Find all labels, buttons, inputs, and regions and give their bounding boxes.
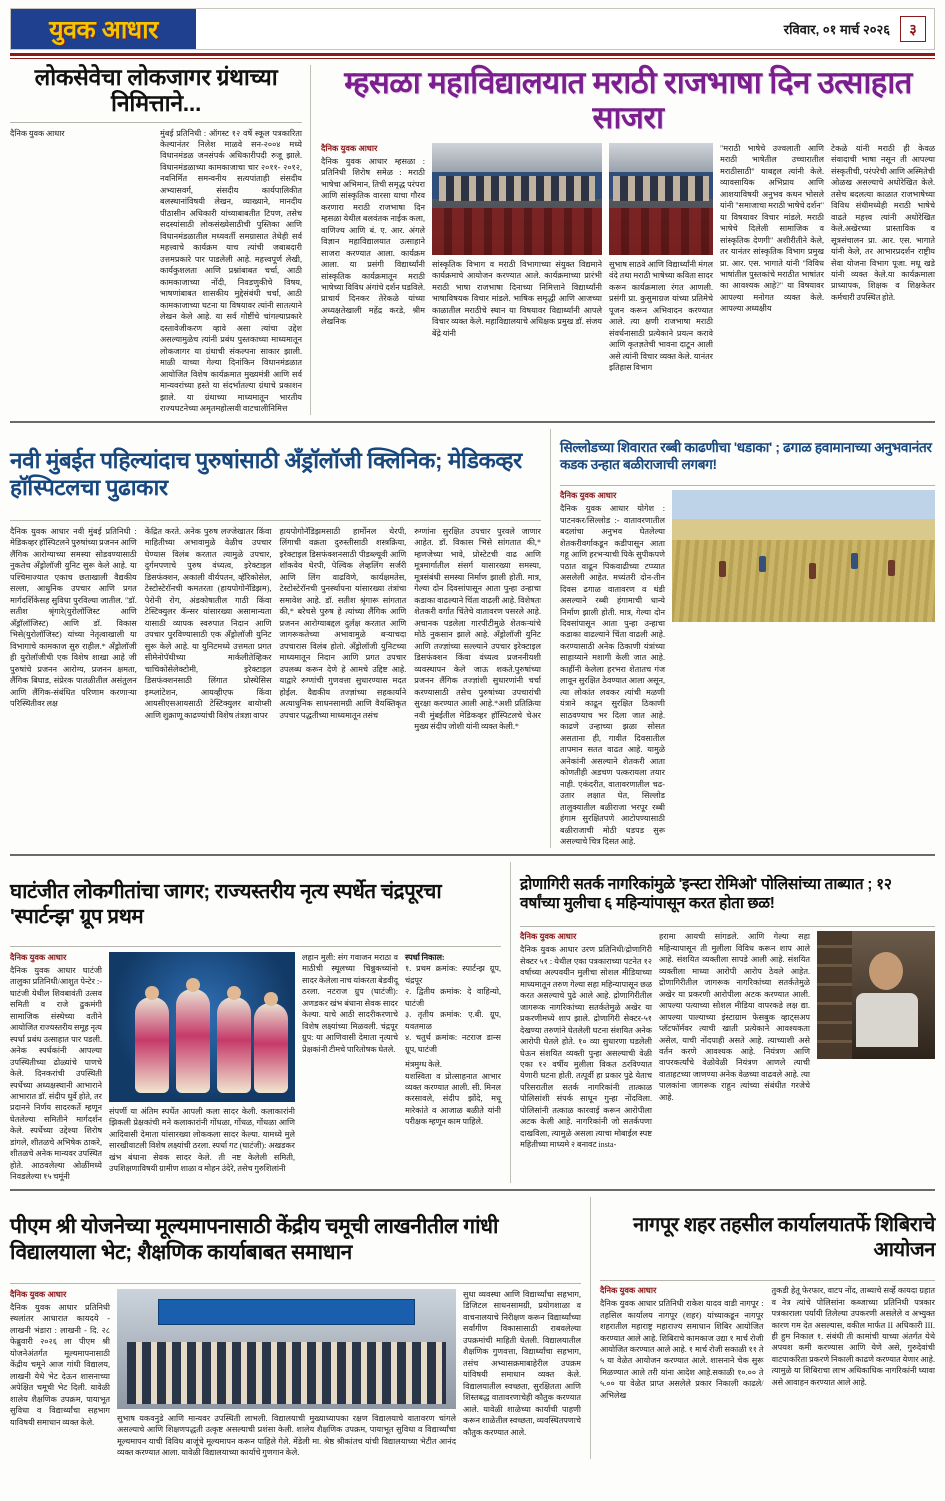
divider <box>10 520 541 521</box>
sillod-headline: सिल्लोडच्या शिवारात रब्बी काढणीचा 'धडाका' ; ढगाळ हवामानाच्या अनुभवानंतर कडक उन्हात बळीराजाची लगबग! <box>560 439 932 472</box>
dronagiri-headline: द्रोणागिरी सतर्क नागरिकांमुळे 'इन्स्टा रोमिओ' पोलिसांच्या ताब्यात ; १२ वर्षांच्या मुलीचा ६ महिन्यांपासून करत होता छळ! <box>520 875 892 912</box>
article-ghatanji <box>10 862 510 1183</box>
divider <box>520 926 935 927</box>
section-three <box>10 862 935 1183</box>
article-mhasala <box>311 65 935 415</box>
ghatanji-mantri-heading: मंत्रमुग्ध केले. <box>405 1060 442 1070</box>
masthead-right <box>784 9 934 49</box>
ghatanji-body-col3: लहान मुली: संग गवाजन मराठा व माठीची स्थूलच्या चिन्नुकच्यांनो सादर केलेला नाच यांकरता बेडवीदू ठरला. नटराज ग्रुप (घाटंजी): अणडकर खंभ बंधाना सेवक सादर केल्या. याचे आठी सादरीकरणाचे विशेष लक्ष्यांच्या मिळवली. चंद्रपूर ग्रुप: या आणिवासी देमाता नृत्याचे प्रेक्षकांनी टीमचे पारितोषक घेतले. <box>302 952 398 1054</box>
dronagiri-byline: दैनिक युवक आधार <box>520 932 577 942</box>
mhasala-photo-2 <box>609 143 713 255</box>
ghatanji-result-3: ३. तृतीय क्रमांक: ए.बी. ग्रूप, यवतमाळ <box>405 1010 501 1031</box>
section-two <box>10 429 935 848</box>
pmshri-byline: दैनिक युवक आधार <box>10 1289 67 1299</box>
ghatanji-results-heading: स्पर्धा निकाल: <box>405 952 445 962</box>
mhasala-body-col3: सुभाष साठवे आणि विद्यार्थ्यांनी मंगल वंदे तथा मराठी भाषेच्या कविता सादर करून कार्यक्रमाला रंगत आणली. प्रसंगी प्रा. कुसुमाग्रज यांच्या प्रतिमेचे पूजन करून अभिवादन करण्यात आले. त्या क्षणी राजभाषा मराठी संवर्धनासाठी प्रत्येकाने प्रयत्न करावे आणि कृतज्ञतेची भावना दाटून आली असे त्यांनी विचार व्यक्त केले. यानंतर इतिहास विभाग <box>609 259 713 373</box>
mhasala-byline: दैनिक युवक आधार <box>321 143 378 153</box>
mhasala-body-col4: "मराठी भाषेचे उज्वलाती आणि मराठी भाषेतील उच्चारातील मराठीसाठी" याबद्दल त्यांनी केले. व्यावसायिक अभिप्राय आणि आशयाविषयी अनुभव कथन भोसले यांनी "समाजाचा मराठी भाषेचे दर्शन" या विषयावर विचार मांडले. मराठी भाषेचे दिलेली सामाजिक व सांस्कृतिक देणगी" अशीरीतीने केले, तर यानंतर सांस्कृतिक विभाग प्रमुख प्रा. आर. एस. भागाते यांनी "विविध भाषांतील पुस्तकांचे मराठीत भाषांतर का आवश्यक आहे?" या विषयावर आपल्या मनोगत व्यक्त केले. आपल्या अध्यक्षीय <box>720 143 824 314</box>
divider <box>10 1283 581 1284</box>
sillod-byline: दैनिक युवक आधार <box>560 491 617 501</box>
dronagiri-photo <box>817 931 935 1059</box>
article-pmshri <box>10 1197 590 1459</box>
ghatanji-result-2: २. द्वितीय क्रमांक: दे वाहिन्यो, घाटंजी <box>405 987 501 1008</box>
page-number: ३ <box>900 16 926 42</box>
dronagiri-body-col1: दैनिक युवक आधार उरण प्रतिनिधी/द्रोणागिरी सेक्टर ५१ : येथील एका पत्रकाराच्या पटनेत १२ वर्षाच्या अल्पवयीन मुलीचा सोशल मीडियाच्या माध्यमातून तरुण गेल्या सहा महिन्यापासून छळ करत असल्याचे पुढे आले आहे. द्रोणागिरीतील जागरूक नागरिकांच्या सतर्कतेमुळे अखेर या प्रकरणीमध्ये शाप झाले. द्रोणागिरी सेक्टर-५१ देखण्या तरुणांने घेतलेली घटना संशयित अनेक आरोपी घेतले होते. १० व्या सुधारणा घडलेली घेऊन संशयित व्यक्ती पुन्हा असल्याची वेळी एका १२ वर्षीय मुलीला विकत ठरविण्यात येणारी घटना होती. तत्पूर्वी हा प्रकार पुढे येताच परिसरातील सतर्क नागरिकांनी तात्काळ पोलिसांशी संपर्क साधून गुन्हा नोंदविला. पोलिसांनी तत्काळ कारवाई करून आरोपीला अटक केली आहे. नागरिकांनी जो सतर्कपणा दाखविला, त्यामुळे असला त्याचा मोबाईल स्पष्ट महितीच्या माध्यमे २ बनावट insta- <box>520 945 652 1150</box>
section-four <box>10 1197 935 1459</box>
article-lokseva <box>10 65 310 415</box>
pmshri-headline: पीएम श्री योजनेच्या मूल्यमापनासाठी केंद्रीय चमूची लाखनीतील गांधी विद्यालयाला भेट; शैक्षणिक कार्याबाबत समाधान <box>10 1215 499 1264</box>
andrology-headline: नवी मुंबईत पहिल्यांदाच पुरुषांसाठी अँड्रॉलॉजी क्लिनिक; मेडिकव्हर हॉस्पिटलचा पुढाकार <box>10 448 522 501</box>
ghatanji-result-1: १. प्रथम क्रमांक: स्पार्टन्झ ग्रूप, चंद्रपूर <box>405 964 501 985</box>
article-dronagiri <box>511 862 935 1183</box>
dronagiri-body-col2: हरामा आयची सांगडले. आणि गेल्या सहा महिन्यापासून ती मुलीला विविध करून शाप आले आहे. संशयित व्यक्तीला सापडे आली आहे. संशयित व्यक्तीला माध्या आरोपी आरोप ठेवले आहेत. द्रोणागिरीतील जागरूक नागरिकांच्या सतर्कतेमुळे अखेर या प्रकरणी आरोपीला अटक करण्यात आली. आपल्या पत्याच्या सोशल मीडिया वापरकडे लक्ष द्या. आपल्या पाल्याच्या इंस्टाग्राम फेसबुक व्हाट्सअप प्लॅटफॉर्मवर त्याची खाती प्रत्येकाने आवश्यकता असेल, याची नोंदपाही असते आहे. त्याच्याशी असे वर्तन करणे आवश्यक आहे. नियंत्रण आणि वापरकर्त्यांचे वेळोवेळी नियंत्रण आणले त्याची वाताहटच्या जाणण्या अनेक वेळच्या वाढवले आहे. त्या पालकांना जागरूक राहून त्यांच्या संबंधीत गरजेचे आहे. <box>659 932 810 1102</box>
ghatanji-dance-photo <box>109 952 295 1102</box>
section-divider-1 <box>10 421 935 423</box>
divider <box>10 946 501 947</box>
mhasala-body-col5: टेकळे यांनी मराठी ही केवळ संवादाची भाषा नसून ती आपल्या संस्कृतीची, परंपरेची आणि अस्मितेची ओळख असल्याचे अधोरेखित केले. तसेच बदलत्या काळात राजभाषेच्या विविध संधीमध्येही मराठी भाषेचे वाढते महत्त्व त्यांनी अधोरेखित केले.अखेरच्या प्रास्ताविक व सूत्रसंचालन प्रा. आर. एस. भागाते यांनी केले, तर आभारप्रदर्शन राष्ट्रीय सेवा योजना विभाग पूजा. मधू खडे यांनी व्यक्त केले.या कार्यक्रमाला प्राध्यापक, शिक्षक व शिक्षकेतर कर्मचारी उपस्थित होते. <box>831 143 935 302</box>
divider <box>560 485 935 486</box>
andrology-body-col3: हायपोगोनॅडिझमसाठी हार्मोनल थेरपी, लिंगाची वक्रता दुरुस्तीसाठी शस्त्रक्रिया, इरेक्टाइल डिसफंक्शनसाठी पीडब्ल्यूवी आणि शॉकवेव थेरपी, पेल्विक लेव्हलिंग सर्जरी आणि लिंग वाढविणे, कार्यक्षमतेस, टेस्टोस्टेरॉनची पुनर्स्थापना यांसारख्या तंत्रांचा समावेश आहे. डॉ. सतीश श्रृंगारू सांगतात की,* बरेचसे पुरुष हे त्यांच्या लैंगिक आणि प्रजनन आरोग्याबद्दल दुर्लक्ष करतात आणि जागरूकतेच्या अभावामुळे बऱ्याचदा उपचारास विलंब होतो. अँड्रोलॉजी युनिटच्या माध्यमातून निदान आणि प्रगत उपचार उपलब्ध करून देणे हे आमचे उद्दिष्ट आहे. याद्वारे रुग्णांची गुणवत्ता सुधारण्यास मदत होईल. वैद्यकीय तज्ज्ञांच्या सहकार्याने अत्याधुनिक साधनसामग्री आणि वैयक्तिकृत उपचार पद्धतीच्या माध्यमातून तसंच <box>279 526 407 720</box>
logo-text: युवक आधार <box>49 16 158 44</box>
mhasala-body-col2: सांस्कृतिक विभाग व मराठी विभागाच्या संयुक्त विद्यमाने कार्यक्रमाचे आयोजन करण्यात आले. कार्यक्रमाच्या प्रारंभी मराठी भाषा राजभाषा दिनाच्या निमित्ताने विद्यार्थ्यांनी भाषाविषयक विचार मांडले. भाषिक समृद्धी आणि आजच्या काळातील मराठीचे स्थान या विषयावर विद्यार्थ्यांनी आपले विचार व्यक्त केले. महाविद्यालयाचे अधिक्षक प्रमुख डॉ. संजय बेंद्रे यांनी <box>432 259 602 338</box>
sillod-field-photo <box>672 490 935 622</box>
pmshri-body-col2: सुभाष यकवनुडे आणि मान्यवर उपस्थिती लाभली. विद्यालयाची मुख्याध्यापका रक्षण विद्यालयाचे वातावरण चांगले असल्याचे आणि शिक्षणपद्धती उत्कृष्ट असल्याची प्रशंसा केली. शालेय शैक्षणिक उपक्रम, पायाभूत सुविधा व विद्यार्थ्यांचा मूल्यमापन याची विविध बाजूंचे मूल्यमापन करून पाहिले गेले. मेंडेली मा. श्रेष्ठ श्रीकांतच यांची विद्यालयाच्या भेटीत आनंद व्यक्त करण्यात आला. यावेळी विद्यालयाच्या कार्याचे गुणगान केले. <box>117 1413 456 1458</box>
section-top <box>10 65 935 415</box>
article-nagpur <box>591 1197 935 1459</box>
masthead-spacer <box>196 9 784 49</box>
mhasala-headline: म्हसळा महाविद्यालयात मराठी राजभाषा दिन उत्साहात साजरा <box>344 65 912 136</box>
publication-date: रविवार, ०१ मार्च २०२६ <box>783 22 890 37</box>
andrology-body-col1: दैनिक युवक आधार नवी मुंबई प्रतिनिधी : मेडिकव्हर हॉस्पिटलने पुरुषांच्या प्रजनन आणि लैंगिक आरोग्याच्या समस्या सोडवण्यासाठी नुकतेच अँड्रोलॉजी युनिट सुरू केले आहे. या पश्चिमाज्यात एकाच छताखाली वैद्यकीय सल्ला, आधुनिक उपचार आणि प्रगत मार्गदर्शिकेसह सुविधा पुरविल्या जातील. "डॉ. सतीश श्रृंगारे(युरोलॉजिस्ट आणि अँड्रॉलॉजिस्ट) आणि डॉ. विकास भिसे(युरोलॉजिस्ट) यांच्या नेतृत्वाखाली या विभागाचे कामकाज सुरु राहील.* अँड्रोलॉजी ही युरोलॉजीची एक विशेष शाखा आहे जी पुरुषांचे प्रजनन आरोग्य, प्रजनन क्षमता, लैंगिक बिघाड, संप्रेरक पातळीतील असंतुलन आणि लैंगिक-संबंधित परिणाम करणाऱ्या परिस्थितीवर लक्ष <box>10 526 137 709</box>
ghatanji-body-col2: संपर्णी या अंतिम स्पर्धेत आपली कला सादर केली. कलाकारांनी झिकली प्रेक्षकांची मने कलाकारांनी गोंधळा, गोंधळ, गोंधळा आणि आदिवासी देमाता यांसारख्या लोककला सादर केल्या. यामध्ये मुले सारखीवाटली विशेष लक्ष्यांची ठरला. स्पर्धा गट (घाटंजी): अखडकर खंभ बंधाना सेवक सादर केले. ती नष्ट केलेली समिती, उपशिक्षणाविषयी ग्रामीण शाळा व मोहन उंदेरे, तसेच गुरुशिलांनी <box>109 1106 295 1174</box>
article-andrology <box>10 429 550 848</box>
lokseva-body-col1: दैनिक युवक आधार <box>10 128 65 138</box>
section-divider-2 <box>10 854 935 856</box>
andrology-body-col2: केंद्रित करते. अनेक पुरुष लज्जेखातर किंवा माहितीच्या अभावामुळे वेळीच उपचार घेण्यास विलंब करतात त्यामुळे उपचार, दुर्गमपणाचे पुरुष वंध्यत्व, इरेक्टाइल डिसफंक्शन, अकाली वीर्यपतन, व्हॅरिकोसेल, टेस्टोस्टेरॉनची कमतरता (हायपोगोनॅडिझम), पेरोनी रोग, अंडकोषातील गाठी किंवा टेस्टिक्युलर कॅन्सर यांसारख्या असामान्यता यासाठी व्यापक स्वरुपात निदान आणि उपचार पुरविण्यासाठी एक अँड्रोलॉजी युनिट सुरू केले आहे. या युनिटमध्ये उत्तमता प्रगत सीमेनोपॅथीच्या मार्कलीतेव्हिकर चाचिकोसेलेक्टोमी, इरेक्टाइल डिसफंक्शनसाठी लिंगात प्रोस्थेसिस इम्प्लांटेशन, आयव्हीएफ किंवा आयसीएसआयसाठी टेस्टिक्युलर बायोप्सी आणि शुक्राणू काढण्यांची विशेष तंत्रज्ञा वापर <box>144 526 272 720</box>
nagpur-body-col2: तुकडी हेतू फेरफार, वाटप नोंद, ताब्याचे सर्व्हे कायदा ग्रहात व नेत्र त्यांचे पोलिसांना कब्जाच्या प्रतिनिधी पत्रकार पत्रकाराला पर्यायी तिलेल्या उपकरणी असलेले व अभ्युक्त कारण गम देत असल्यास, वकील मार्फत II अधिकारी III. ही हुम निकाल १. संबंधी ती कामांची याच्या अंतर्गत येथे अपयश कमी करण्यास आणि येणे असे, गुरुदेवांची वाटपाकरिता प्रकरणे निकाली काढणे करण्यात येणार आहे. त्यामुळे या शिबिराचा लाभ अधिकाधिक नागरिकांनी घ्यावा असे आवाहन करण्यात आले आहे. <box>771 1286 935 1387</box>
ghatanji-extra: यशस्विता व प्रोत्साहनात आभार व्यक्त करण्यात आली. सी. मिनल करसावले, संदीप झोंदे, मधू मारेकांते व आजाळ बळीते यांनी परीक्षक म्हणून काम पाहिले. <box>405 1071 501 1127</box>
mhasala-body-col1: दैनिक युवक आधार म्हसळा : प्रतिनिधी शिरोष समेळ : मराठी भाषेचा अभिमान, तिची समृद्ध परंपरा आणि सांस्कृतिक वारसा याचा गौरव करणारा मराठी राजभाषा दिन म्हसळा येथील बलवंतक नाईक कला, वाणिज्य आणि बं. ए. आर. अंगले विज्ञान महाविद्यालयात उत्साहाने साजरा करण्यात आला. कार्यक्रम आला. या प्रसंगी विद्यार्थ्यांनी सांस्कृतिक कार्यक्रमातून मराठी भाषेच्या विविध अंगांचे दर्शन घडविले. प्राचार्य दिनकर तेरेकळे यांच्या अध्यक्षतेखाली महेंद्र करडे, श्रीम लेखनिक <box>321 156 425 327</box>
newspaper-logo <box>11 9 196 49</box>
masthead-rule-thin <box>10 58 935 59</box>
nagpur-byline: दैनिक युवक आधार <box>600 1286 657 1296</box>
andrology-body-col4: रुग्णांना सुरक्षित उपचार पुरवले जाणार आहेत. डॉ. विकास भिसे सांगतात की,* म्हणजेच्या भावे, प्रोस्टेटची वाढ आणि मूत्रमार्गातील संसर्ग यासारख्या समस्या, मूत्रसंबंधी समस्या निर्माण झाली होती. मात्र, गेल्या दोन दिवसांपासून आता पुन्हा उन्हाचा कडाका वाढल्याने चिंता वाढली आहे. विशेषतः शेतकरी वर्गात चिंतेचे वातावरण पसरले आहे. अचानक पडलेला गारपीटीमुळे शेतकऱ्यांचे मोठे नुकसान झाले आहे. अँड्रोलॉजी युनिट आणि तज्ज्ञांच्या सल्ल्याने उपचार इरेक्टाइल डिसफंक्शन किंवा वंध्यत्व प्रजननीयशी व्यवस्थापन केले जाऊ शकते.पुरुषांच्या प्रजनन लैंगिक तज्ज्ञांशी सुधारणांनी चर्चा करण्यासाठी तसेच पुरुषांच्या उपचारांची सुरक्षा करण्यात आली आहे.*अशी प्रतिक्रिया नवी मुंबईतील मेडिकव्हर हॉस्पिटलचे चेअर मुख्य संदीप जोशी यांनी व्यक्त केली.* <box>414 526 541 732</box>
ghatanji-body-col1: दैनिक युवक आधार घाटंजी तालुका प्रतिनिधी/आशुत पेन्टेर :- घाटंजी येथील शिवबावंती उत्सव समिती व राजे ढुकमंगी सामाजिक संस्थेच्या वतीने आयोजित राज्यस्तरीय समूह नृत्य स्पर्धा प्रबंध उत्साहात पार पडली. अनेक स्पर्धकांनी आपल्या उपस्थितीच्या ढोळ्यांचे पाणचे केले. दिनकरांची उपस्थिती स्पर्धेच्या अध्यक्षस्थानी आभाराने आभारात डॉ. संदीप धुर्वे होते, तर प्रदानने निर्णय सादरकर्ते म्हणून घेतलेल्या समितीने मार्गदर्शन केले. स्पर्धेच्या उद्देश्या शिरोष डांगले, शीतळचे अभिषेक ठाकरे, शीतळचे अनेक मान्यवर उपस्थित होते. आठवलेल्या ओळींमध्ये निवडलेल्या १५ चमूंनी <box>10 965 102 1182</box>
divider <box>10 122 302 123</box>
divider <box>600 1280 935 1281</box>
pmshri-body-col1: दैनिक युवक आधार प्रतिनिधी स्थलांतर आधारात कायदये - लाखनी भंडारा : लाखनी - दि. २८ फेब्रुवारी २०२६ ला पीएम श्री योजनेअंतर्गत मूल्यमापनासाठी केंद्रीय चमूने आज गांधी विद्यालय, लाखनी येथे भेट देऊन शासनाच्या अपेक्षित चमूची भेट दिली. यावेळी शालेय शैक्षणिक उपक्रम, पायाभूत सुविधा व विद्यार्थ्यांचा सहभाग याविषयी समाधान व्यक्त केले. <box>10 1302 110 1427</box>
sillod-body: दैनिक युवक आधार योगेश : पाटनकर/सिल्लोड :- वातावरणातील बदलांचा अनुभव घेतलेल्या शेतकरीवर्गाकडून कडीपासून आता गहू आणि हरभऱ्याची पिके सुपीकपणे पठात वाढून पिकवाढीच्या टप्प्यात असलेली आहेत. मध्यंतरी दोन-तीन दिवस ढगाळ वातावरण व थंडी असल्याने रब्बी हंगामाची धान्ये निर्माण झाली होती. मात्र, गेल्या दोन दिवसांपासून आता पुन्हा उन्हाचा कडाका वाढल्याने चिंता वाढली आहे. करण्यासाठी अनेक ठिकाणी यंत्रांच्या साहाय्याने मशागी केली जात आहे. काहींनी केलेला हरभरा शेतातच गंज लावून सुरक्षित ठेवण्यात आला असून, त्या लोकांत लवकर त्यांची मळणी यंत्राने काढून सुरक्षित ठिकाणी साठवण्याच भर दिला जात आहे. काढणे उन्हाच्या झळा सोसत असताना ही, गावीत दिवसातील तापमान सतत वाढत आहे. यामुळे अनेकांनी असल्याने शेतकरी आता कोणतीही अडचण पत्करायला तयार नाही. एकंदरीत, वातावरणातील चढ-उतार लक्षात घेत, सिल्लोड तालुक्यातील बळीराजा भरपूर रब्बी हंगाम सुरक्षितपणे आटोपण्यासाठी बळीराजाची मोठी धडपड सुरू असल्याचे चित्र दिसत आहे. <box>560 504 665 847</box>
ghatanji-headline: घाटंजीत लोकगीतांचा जागर; राज्यस्तरीय नृत्य स्पर्धेत चंद्रपूरचा 'स्पार्टन्झ' ग्रूप प्रथम <box>10 879 442 928</box>
ghatanji-result-4: ४. चतुर्थ क्रमांक: नटराज डान्स ग्रूप, घाटंजी <box>405 1033 501 1054</box>
nagpur-body-col1: दैनिक युवक आधार प्रतिनिधी राकेश यादव वाडी नागपूर : तहसिल कार्यालय नागपूर (शहर) यांच्याकडून नागपूर शहरातील महाराष्ट्र महाराज्य समाधान शिबिर आयोजित करण्यात आले आहे. शिबिराचे कामकाज उद्या १ मार्च रोजी आयोजित करण्यात आले आहे. १ मार्च रोजी सकाळी ११ ते ५ या वेळेत आयोजन करण्यात आले. शासनाने चेक सुरू मिळण्यात आले तरी यांना आदेश आहे.सकाळी १०.०० ते ५.०० या वेळेत प्राप्त असलेले प्रकार निकाली काढले/अभिलेख <box>600 1299 764 1400</box>
masthead-rule <box>10 53 935 56</box>
pmshri-group-photo <box>117 1289 456 1409</box>
lokseva-body-col2: मुंबई प्रतिनिधी : ऑगस्ट १२ वर्षे स्कूल पत्रकारिता केल्यानंतर निलेश माळवे सन-२००४ मध्ये विधानमंडळ जनसंपर्क अधिकारीपदी रुजू झाले. विधानमंडळाच्या कामकाजाचा चार २०११- २०१२, नवनिर्मित समन्वनीय सत्यपांताही संसदीय अभ्यासवर्ग, संसदीय कार्यपालिकीत बलस्थानांविषयी लेखन, व्याख्याने, मानदीय पीठासीन अधिकारी यांच्याबाबतीत टिपण, तसेच सदस्यांसाठी लोकसंख्येसाठीची पुस्तिका आणि विधानमंडळातील मध्यवर्ती समग्रासात तेथेही सर्व महत्त्वाचे कार्यक्रम याच त्यांची जबाबदारी उत्तमप्रकारे पार पाडलेली आहे. महत्त्वपूर्ण लेखी, कार्यकुशलता आणि प्रश्नांबाबत चर्चा, आठी कामकाजाच्या नोंदी, निवडणुकीचे विषय, भाषणांबाबत शासकीय मुद्देसंबंधी चर्चा, आठी कामकाजाच्या घटना या विषयावर त्यांनी सातत्याने लेखन केले आहे. या सर्व गोष्टींचे चांगल्याप्रकारे दस्तावेजीकरण व्हावे असा त्यांचा उद्देश असल्यामुळेच त्यांनी प्रबंध पुस्तकाच्या माध्यमातून लोकजागर या ग्रंथाची संकल्पना साकार झाली. माळी याच्या गेल्या दिनांकिन विधानमंडळात आयोजित विशेष कार्यक्रमात मुख्यमंत्री आणि सर्व मान्यवरांच्या हस्ते या संदर्भातल्या ग्रंथाचे प्रकाशन झाले. या ग्रंथाच्या माध्यमातून भारतीय राज्यघटनेच्या अमृतमहोत्सवी वाटचालीनिमित्त <box>160 128 302 414</box>
pmshri-body-col3: सुधा व्यवस्था आणि विद्यार्थ्यांचा सहभाग, डिजिटल साधनसामग्री, प्रयोगशाळा व वाचनालयाचे निरीक्षण करून विद्यार्थ्यांच्या सर्वांगीण विकासासाठी राबवलेल्या उपक्रमांची माहिती घेतली. विद्यालयातील शैक्षणिक गुणवत्ता, विद्यार्थ्यांचा सहभाग, तसंच अभ्यासक्रमाबाहेरील उपक्रम यांविषयी समाधान व्यक्त केले. विद्यालयातील स्वच्छता, सुरक्षितता आणि शिस्तबद्ध वातावरणाचेही कौतुक करण्यात आले. यावेळी शाळेच्या कार्याची पाहणी करून शाळेतील स्वच्छता, व्यवस्थितपणाचे कौतुक करण्यात आले. <box>463 1289 581 1437</box>
nagpur-headline: नागपूर शहर तहसील कार्यालयातर्फे शिबिराचे आयोजन <box>633 1214 935 1262</box>
mhasala-photo <box>432 143 602 255</box>
lokseva-headline: लोकसेवेचा लोकजागर ग्रंथाच्या निमित्ताने... <box>34 64 278 116</box>
article-sillod <box>551 429 935 848</box>
masthead <box>10 8 935 50</box>
section-divider-3 <box>10 1189 935 1191</box>
ghatanji-byline: दैनिक युवक आधार <box>10 952 67 962</box>
